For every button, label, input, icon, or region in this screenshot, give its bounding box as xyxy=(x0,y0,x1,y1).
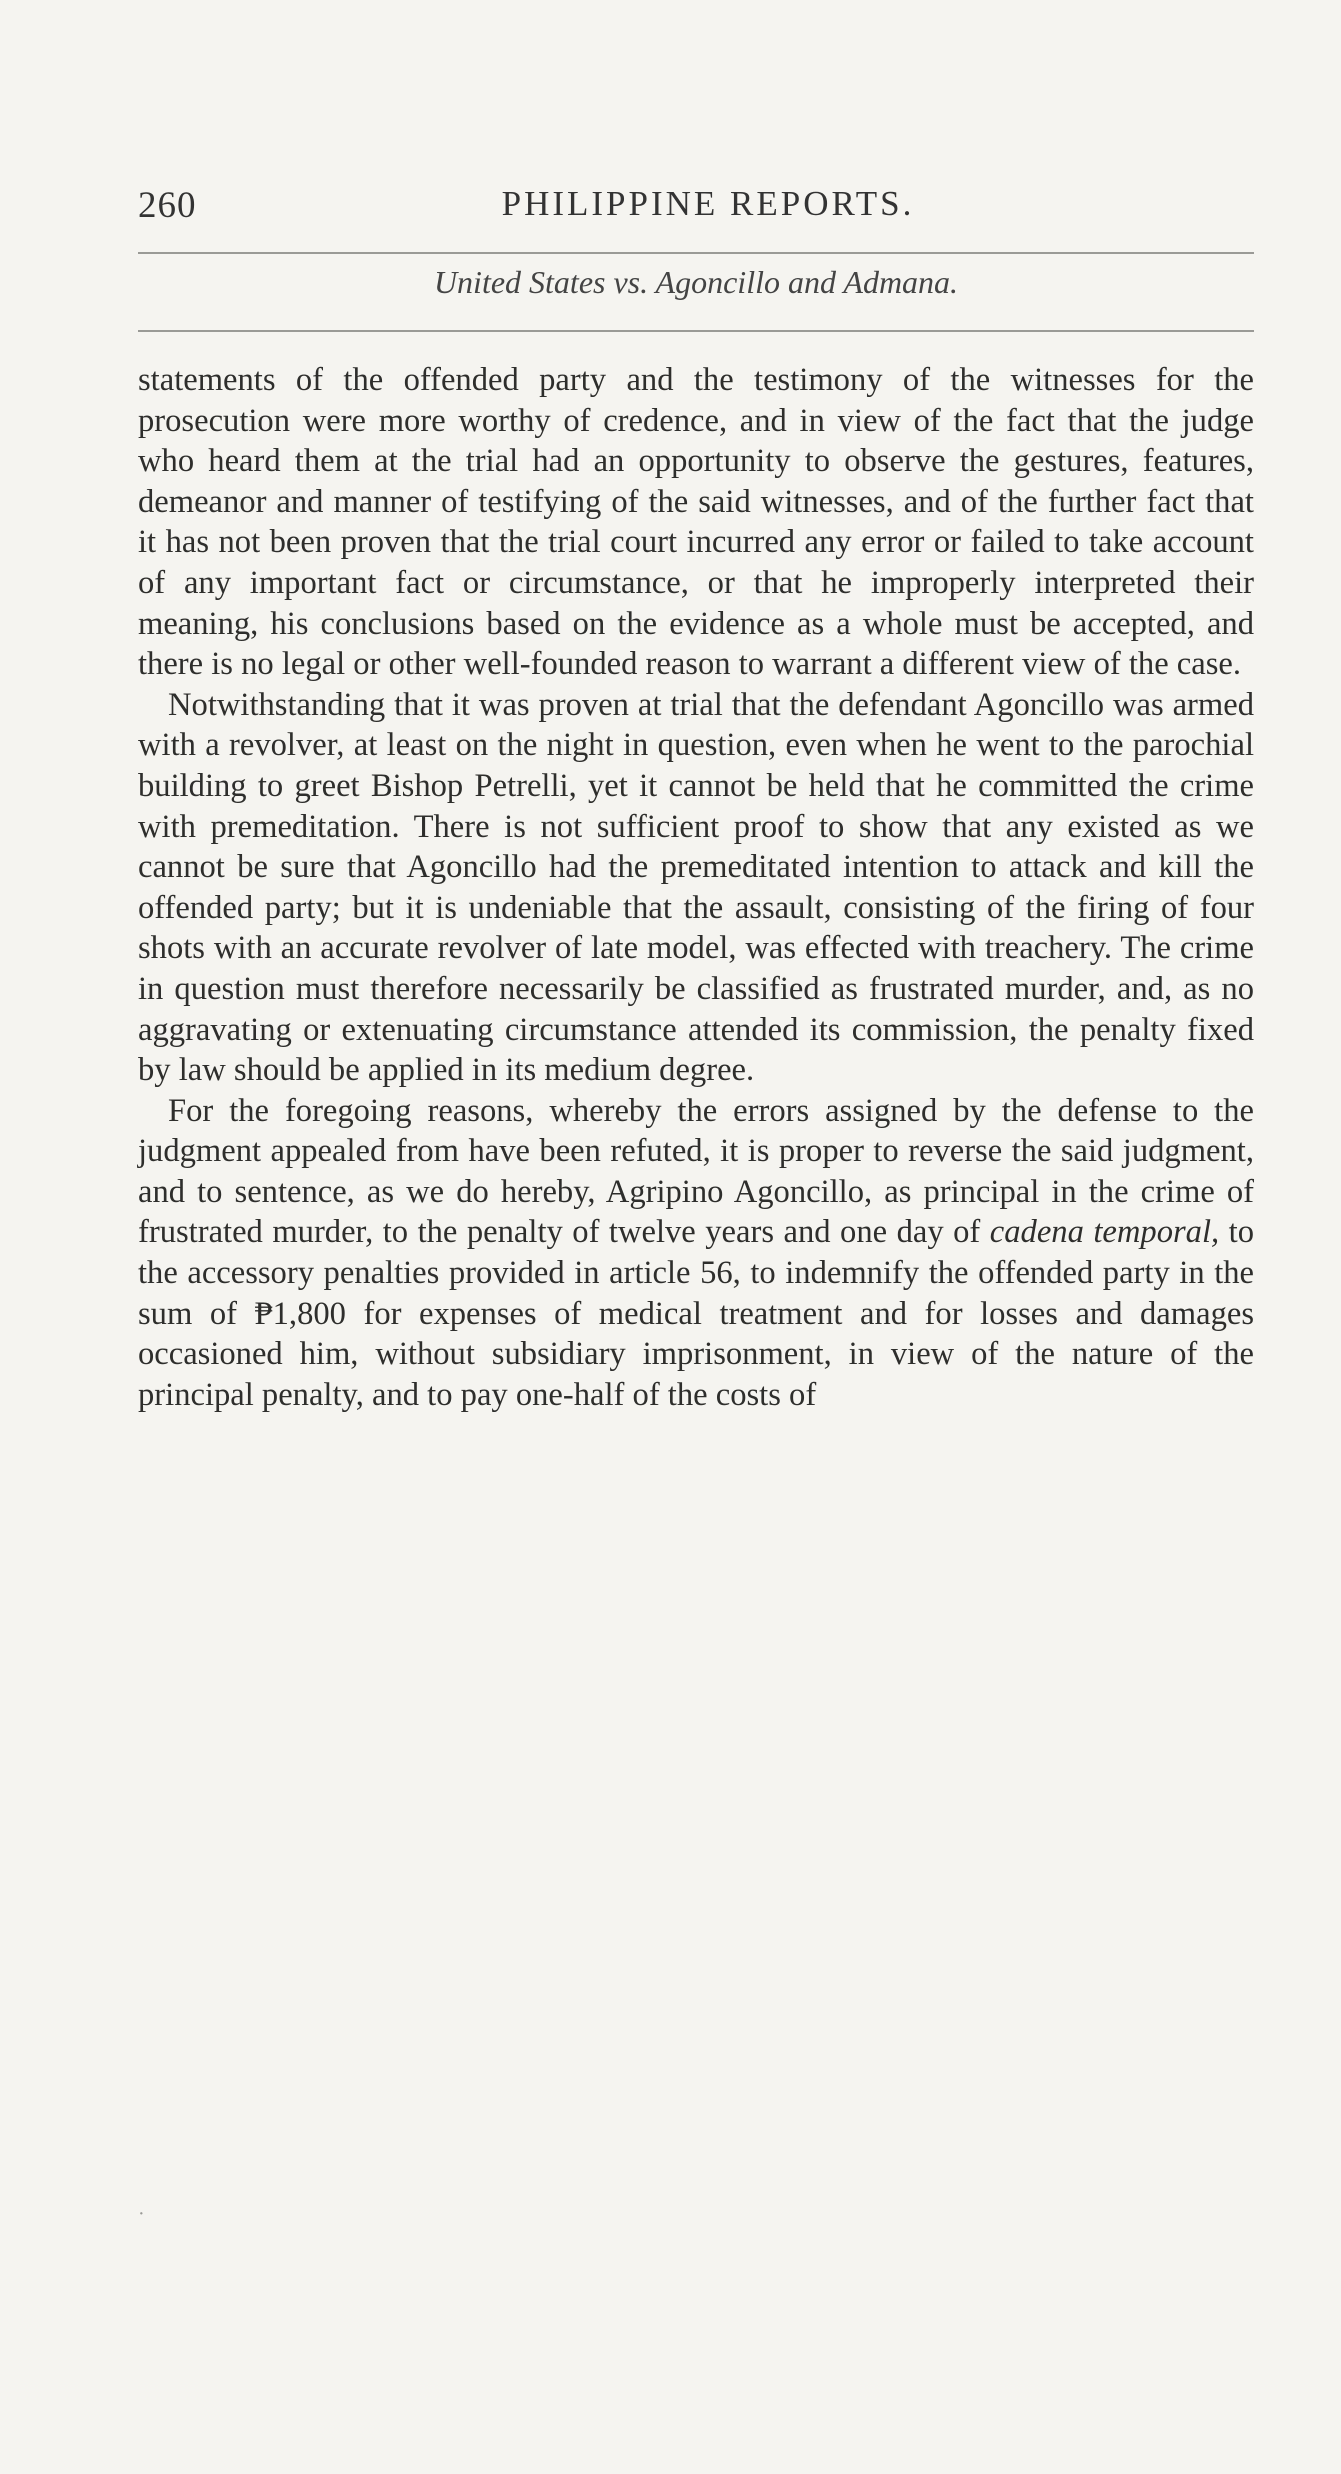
page-number: 260 xyxy=(138,185,197,226)
case-title: United States vs. Agoncillo and Admana. xyxy=(433,264,959,300)
sentence-italic-term: cadena temporal, xyxy=(989,1214,1220,1251)
header-divider xyxy=(138,252,1254,254)
sentence-text-end: to the accessory penalties provided in article 56, to indemnify the offended party in the sum of ₱1,800 for expenses of medical treatment and for losses and damages occasioned him, without subsidiary imprisonment, in view of the nature of the principal penalty, and to pay one-half of the costs of xyxy=(138,1214,1254,1413)
running-title: PHILIPPINE REPORTS. xyxy=(501,184,915,223)
paragraph-continuation: statements of the offended party and the testimony of the witnesses for the prosecution were more worthy of credence, and in view of the fact that the judge who heard them at the trial had an opportunity to observe the gestures, features, demeanor and manner of testifying of the said witnesses, and of the further fact that it has not been proven that the trial court incurred any error or failed to take account of any important fact or circumstance, or that he improperly interpreted their meaning, his conclusions based on the evidence as a whole must be accepted, and there is no legal or other well-founded reason to warrant a different view of the case. xyxy=(138,362,1254,683)
page-header xyxy=(138,184,1254,234)
paragraph-sentence xyxy=(138,1091,1254,1416)
case-title-divider xyxy=(138,330,1254,332)
stray-mark: · xyxy=(138,2203,145,2225)
sentence-text-start: For the foregoing reasons, whereby the errors assigned by the defense to the judgment appealed from have been refuted, it is proper to reverse the said judgment, and to sentence, as we do hereby, Agripino Agoncillo, as principal in the crime of frustrated murder, to the penalty of twelve years and one day of xyxy=(138,1092,1254,1251)
paragraph-premeditation: Notwithstanding that it was proven at trial that the defendant Agoncillo was armed with a revolver, at least on the night in question, even when he went to the parochial building to greet Bishop Petrelli, yet it cannot be held that he committed the crime with premeditation. There is not sufficient proof to show that any existed as we cannot be sure that Agoncillo had the premeditated intention to attack and kill the offended party; but it is undeniable that the assault, consisting of the firing of four shots with an accurate revolver of late model, was effected with treachery. The crime in question must therefore necessarily be classified as frustrated murder, and, as no aggravating or extenuating circumstance attended its commission, the penalty fixed by law should be applied in its medium degree. xyxy=(138,686,1254,1089)
body-text xyxy=(138,360,1254,1415)
